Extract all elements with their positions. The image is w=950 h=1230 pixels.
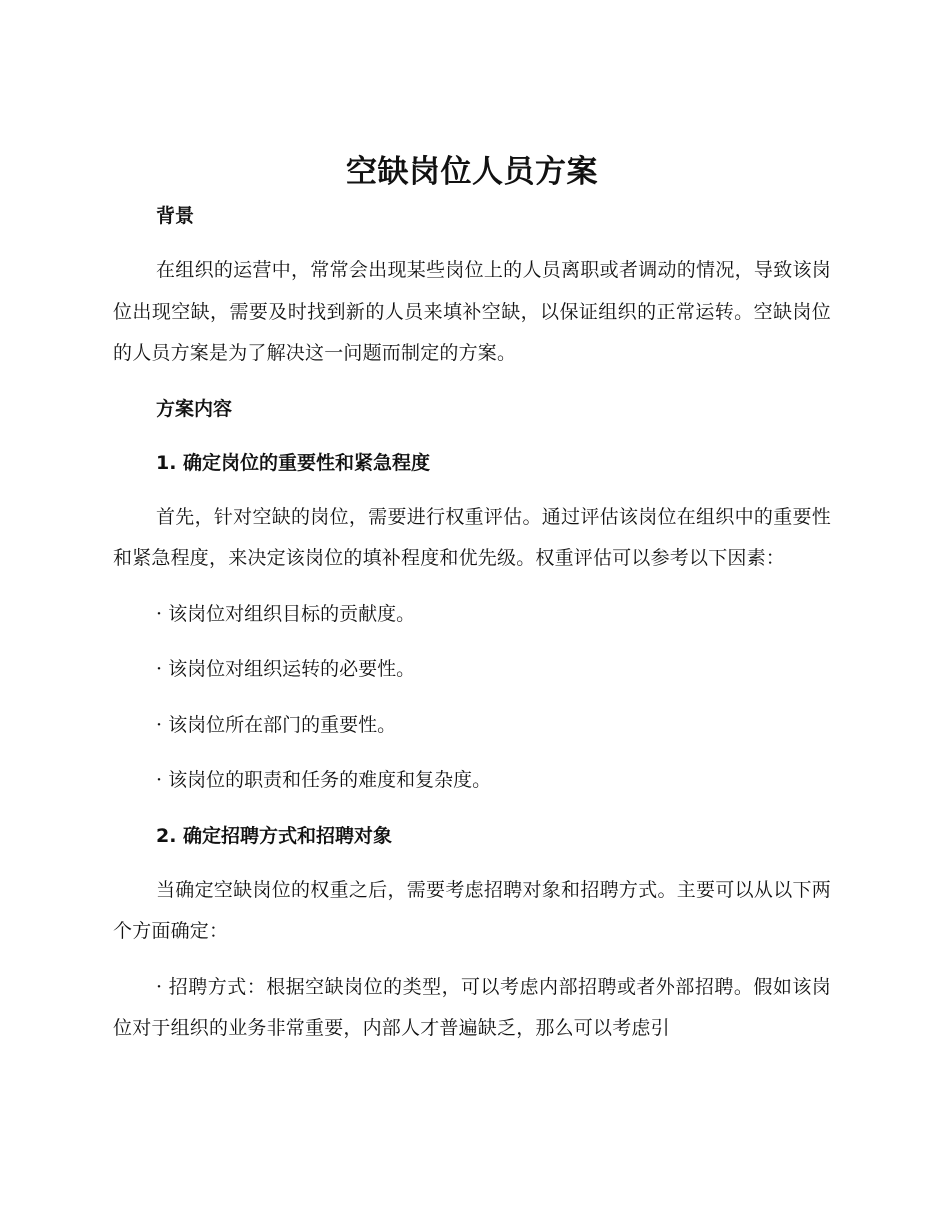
document-body [113,148,831,1050]
section-heading-step2: 2. 确定招聘方式和招聘对象 [156,824,393,847]
document-title: 空缺岗位人员方案 [346,154,598,190]
section-heading-step1: 1. 确定岗位的重要性和紧急程度 [156,451,431,474]
list-item: · 该岗位对组织运转的必要性。 [156,658,416,680]
list-item: · 该岗位对组织目标的贡献度。 [156,602,416,625]
list-item: · 招聘方式：根据空缺岗位的类型，可以考虑内部招聘或者外部招聘。假如该岗位对于组织的业务非常重要，内部人才普遍缺乏，那么可以考虑引 [113,975,831,1039]
step2-paragraph: 当确定空缺岗位的权重之后，需要考虑招聘对象和招聘方式。主要可以从以下两个方面确定： [113,878,831,942]
section-heading-background: 背景 [156,205,195,227]
list-item: · 该岗位所在部门的重要性。 [156,713,397,736]
step1-paragraph: 首先，针对空缺的岗位，需要进行权重评估。通过评估该岗位在组织中的重要性和紧急程度，来决定该岗位的填补程度和优先级。权重评估可以参考以下因素： [113,505,831,569]
section-heading-plan: 方案内容 [156,397,233,420]
list-item: · 该岗位的职责和任务的难度和复杂度。 [156,769,492,791]
background-paragraph: 在组织的运营中，常常会出现某些岗位上的人员离职或者调动的情况，导致该岗位出现空缺，需要及时找到新的人员来填补空缺，以保证组织的正常运转。空缺岗位的人员方案是为了解决这一问题而制定的方案。 [113,259,831,364]
